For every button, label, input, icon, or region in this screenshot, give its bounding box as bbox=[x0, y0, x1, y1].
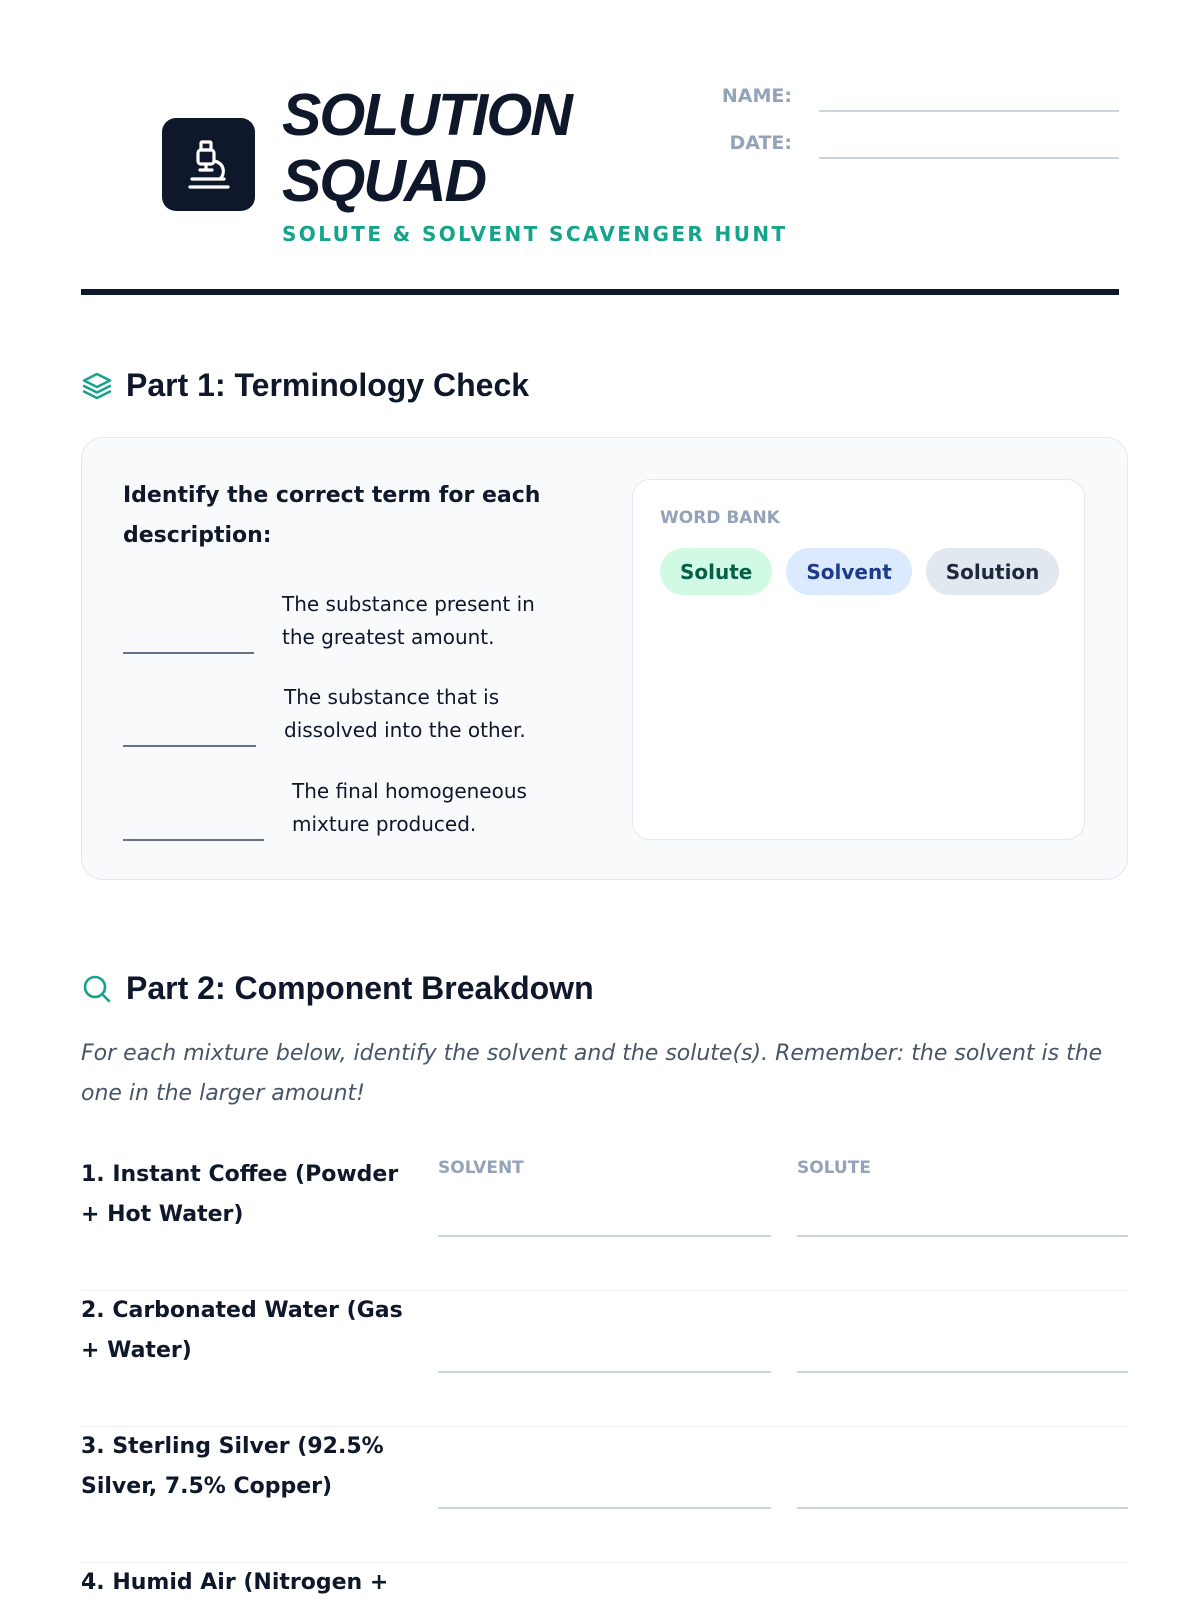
search-icon bbox=[81, 973, 113, 1005]
solute-answer-field[interactable] bbox=[797, 1235, 1128, 1237]
term-answer-blank[interactable] bbox=[123, 652, 254, 654]
mixture-name: 1. Instant Coffee (Powder + Hot Water) bbox=[81, 1162, 399, 1227]
mixture-name: 4. Humid Air (Nitrogen + bbox=[81, 1570, 389, 1595]
name-field[interactable] bbox=[819, 110, 1119, 112]
solute-answer-field[interactable] bbox=[797, 1507, 1128, 1509]
header-divider bbox=[81, 289, 1119, 295]
solvent-answer-field[interactable] bbox=[438, 1507, 771, 1509]
date-row bbox=[679, 129, 1119, 159]
worksheet-title: SOLUTION SQUAD bbox=[282, 82, 571, 214]
terminology-prompt: Identify the correct term for each description: bbox=[123, 483, 541, 548]
mixture-row bbox=[81, 1291, 1128, 1427]
word-bank-chips bbox=[660, 548, 1059, 595]
mixture-row bbox=[81, 1427, 1128, 1563]
solvent-answer-field[interactable] bbox=[438, 1371, 771, 1373]
part1-title: Part 1: Terminology Check bbox=[126, 367, 530, 403]
term-description: The substance present in the greatest amount. bbox=[282, 592, 535, 649]
term-answer-blank[interactable] bbox=[123, 745, 256, 747]
worksheet-subtitle: SOLUTE & SOLVENT SCAVENGER HUNT bbox=[282, 222, 788, 246]
date-label: DATE: bbox=[729, 132, 792, 154]
term-item bbox=[123, 681, 564, 747]
worksheet-header bbox=[81, 0, 1119, 295]
word-bank bbox=[632, 479, 1085, 840]
part2-instructions: For each mixture below, identify the solvent and the solute(s). Remember: the solvent is the one in the larger amount! bbox=[81, 1041, 1103, 1106]
solvent-column-label: SOLVENT bbox=[438, 1158, 524, 1178]
term-item bbox=[123, 775, 572, 841]
part1-heading bbox=[81, 367, 529, 404]
part2-heading bbox=[81, 970, 594, 1007]
term-answer-blank[interactable] bbox=[123, 839, 264, 841]
solute-column-label: SOLUTE bbox=[797, 1158, 871, 1178]
word-chip-solution: Solution bbox=[926, 548, 1060, 595]
solvent-answer-field[interactable] bbox=[438, 1235, 771, 1237]
solute-answer-field[interactable] bbox=[797, 1371, 1128, 1373]
mixture-name: 3. Sterling Silver (92.5% Silver, 7.5% Copper) bbox=[81, 1434, 384, 1499]
mixture-row bbox=[81, 1563, 1128, 1600]
mixture-name: 2. Carbonated Water (Gas + Water) bbox=[81, 1298, 403, 1363]
name-row bbox=[679, 82, 1119, 112]
student-info bbox=[679, 82, 1119, 176]
terminology-panel bbox=[81, 437, 1128, 880]
term-description: The substance that is dissolved into the other. bbox=[284, 685, 526, 742]
word-chip-solute: Solute bbox=[660, 548, 772, 595]
part2-title: Part 2: Component Breakdown bbox=[126, 970, 594, 1006]
logo-badge bbox=[162, 118, 255, 211]
term-description: The final homogeneous mixture produced. bbox=[292, 779, 527, 836]
term-item bbox=[123, 588, 562, 654]
date-field[interactable] bbox=[819, 157, 1119, 159]
word-chip-solvent: Solvent bbox=[786, 548, 911, 595]
name-label: NAME: bbox=[721, 85, 792, 107]
word-bank-label: WORD BANK bbox=[660, 508, 780, 528]
layers-icon bbox=[81, 370, 113, 402]
mixture-row bbox=[81, 1155, 1128, 1291]
microscope-icon bbox=[186, 139, 232, 191]
